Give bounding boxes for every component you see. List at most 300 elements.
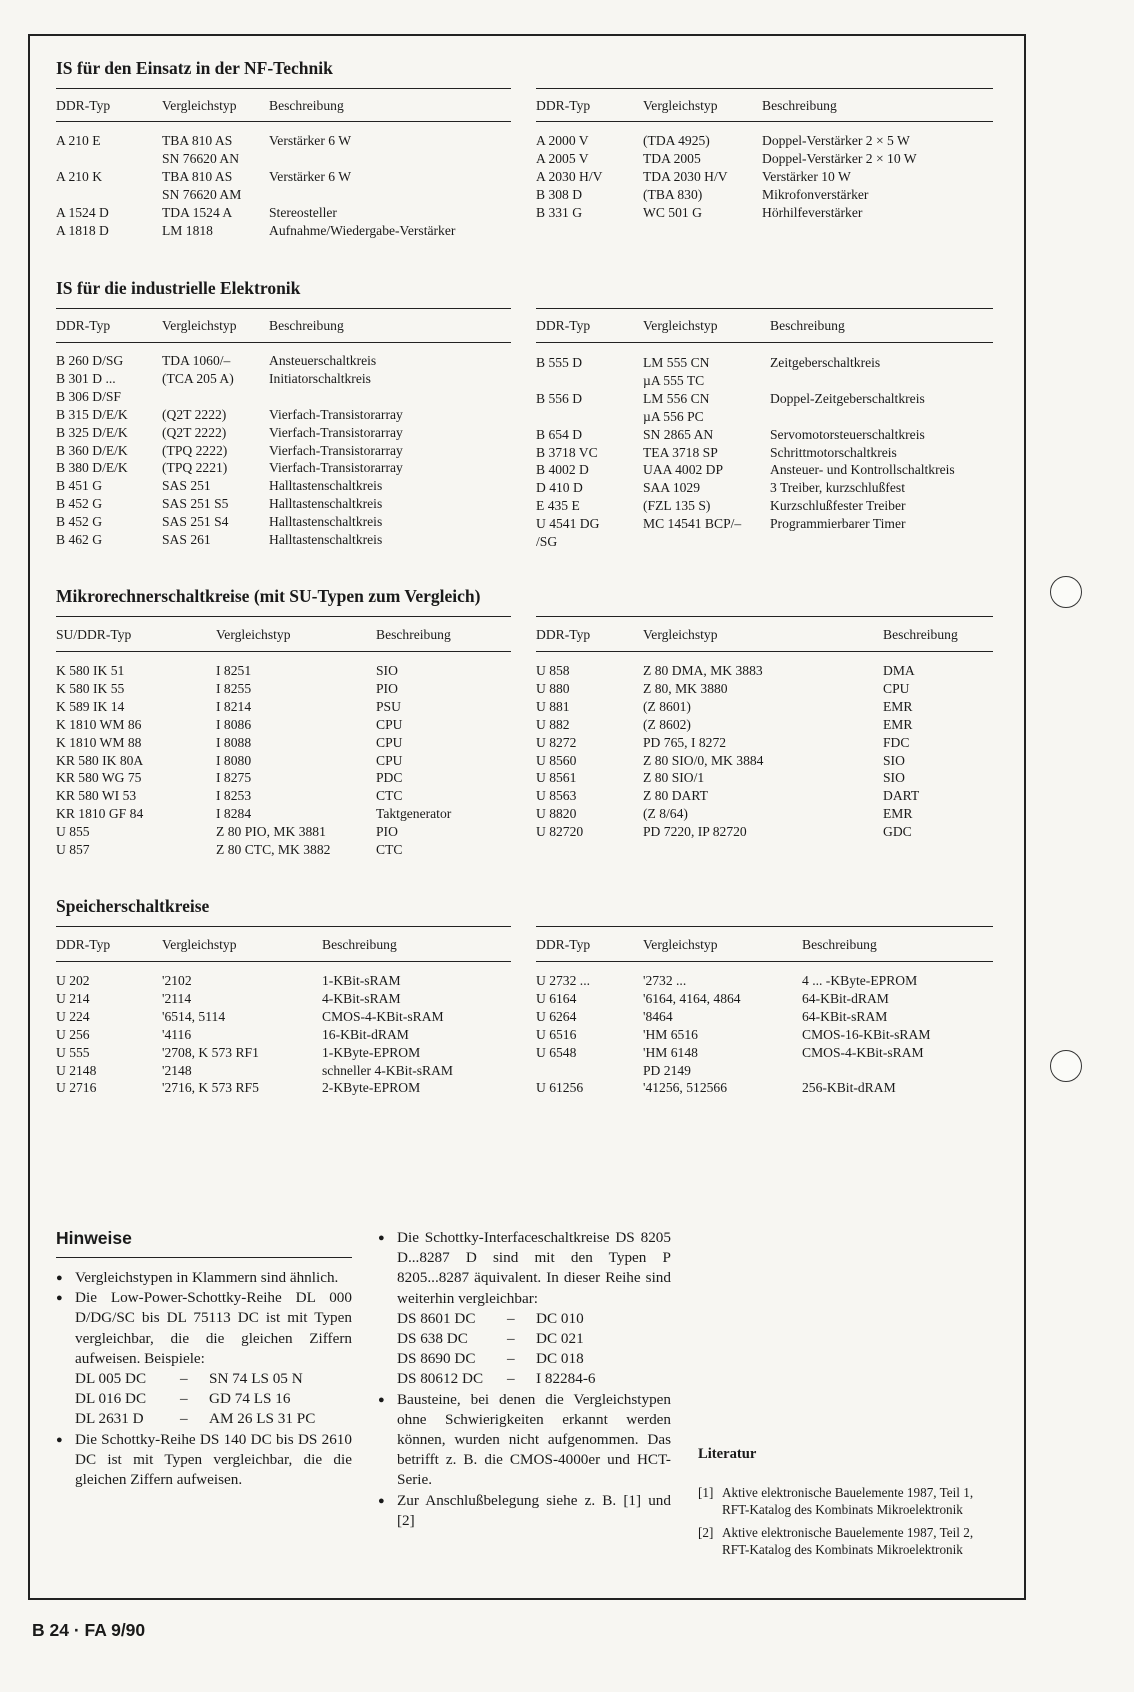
column-header: Vergleichstyp: [643, 627, 718, 642]
table-cell: LM 555 CN: [643, 355, 710, 370]
column-header: DDR-Typ: [536, 98, 591, 113]
table-cell: [162, 388, 269, 406]
literatur-item: [2] Aktive elektronische Bauelemente 1987, Teil 2, RFT-Katalog des Kombinats Mikroelektronik: [698, 1525, 974, 1557]
table-row: [56, 370, 511, 388]
table-cell: Z 80 SIO/0, MK 3884: [643, 752, 764, 768]
table-cell: [770, 533, 993, 551]
table-row: [536, 1062, 993, 1080]
table-cell: U 8820: [536, 806, 577, 822]
table-cell: TEA 3718 SP: [643, 444, 718, 460]
table-row: [536, 479, 993, 497]
table-cell: I 8086: [216, 716, 252, 732]
section-rule: [56, 88, 511, 89]
table-cell: TDA 1060/–: [162, 353, 231, 368]
table-row: [56, 442, 511, 460]
table-body: [56, 132, 511, 239]
table-cell: B 452 G: [56, 496, 103, 512]
binder-hole: [1050, 1050, 1082, 1082]
table-cell: /SG: [536, 534, 558, 550]
table-cell: K 1810 WM 86: [56, 716, 142, 732]
table-cell: (Q2T 2222): [162, 406, 227, 422]
table-cell: K 589 IK 14: [56, 698, 125, 714]
table-row: [536, 1008, 993, 1026]
table-header: [56, 626, 511, 644]
table-cell: U 555: [56, 1044, 90, 1060]
table-row: [56, 805, 511, 823]
table-row: [56, 841, 511, 859]
table-cell: K 580 IK 51: [56, 663, 125, 678]
table-cell: CMOS-4-KBit-sRAM: [322, 1008, 444, 1024]
table-header: [56, 317, 511, 335]
table-cell: KR 1810 GF 84: [56, 806, 144, 822]
table-cell: B 306 D/SF: [56, 388, 121, 404]
table-row: [536, 787, 993, 805]
table-cell: Vierfach-Transistorarray: [269, 442, 403, 458]
column-header: DDR-Typ: [536, 627, 591, 642]
table-cell: U 82720: [536, 824, 584, 840]
table-cell: FDC: [883, 734, 910, 750]
table-cell: Initiatorschaltkreis: [269, 370, 371, 386]
table-cell: U 2732 ...: [536, 973, 590, 988]
table-row: [536, 461, 993, 479]
example-row: DS 8601 DC – DC 010: [397, 1309, 584, 1327]
literatur-item: [1] Aktive elektronische Bauelemente 1987, Teil 1, RFT-Katalog des Kombinats Mikroelektronik: [698, 1485, 974, 1517]
table-cell: [269, 388, 511, 406]
table-cell: (Q2T 2222): [162, 424, 227, 440]
table-cell: [536, 408, 643, 426]
table-cell: U 214: [56, 990, 90, 1006]
header-rule: [56, 651, 511, 652]
table-cell: U 8561: [536, 770, 577, 786]
table-cell: '2708, K 573 RF1: [162, 1044, 259, 1060]
table-cell: Doppel-Verstärker 2 × 5 W: [762, 133, 910, 148]
table-cell: 16-KBit-dRAM: [322, 1026, 409, 1042]
table-cell: Zeitgeberschaltkreis: [770, 355, 881, 370]
table-cell: CPU: [376, 752, 403, 768]
table-row: [536, 769, 993, 787]
table-cell: A 1818 D: [56, 222, 109, 238]
table-body: [536, 972, 993, 1097]
table-cell: B 315 D/E/K: [56, 406, 128, 422]
table-cell: Servomotorsteuerschaltkreis: [770, 426, 925, 442]
table-row: [56, 495, 511, 513]
table-cell: '41256, 512566: [643, 1080, 728, 1096]
table-cell: Halltastenschaltkreis: [269, 532, 383, 548]
column-header: Beschreibung: [770, 318, 845, 333]
table-cell: 1-KBit-sRAM: [322, 973, 401, 988]
table-cell: [56, 150, 162, 168]
table-cell: TDA 2005: [643, 150, 701, 166]
table-cell: (TPQ 2222): [162, 442, 228, 458]
table-cell: '6514, 5114: [162, 1008, 226, 1024]
binder-hole: [1050, 576, 1082, 608]
table-cell: A 2005 V: [536, 150, 589, 166]
table-cell: CTC: [376, 842, 403, 858]
table-cell: EMR: [883, 698, 913, 714]
table-cell: A 2030 H/V: [536, 168, 603, 184]
table-cell: Vierfach-Transistorarray: [269, 460, 403, 476]
table-cell: B 3718 VC: [536, 444, 598, 460]
table-cell: PDC: [376, 770, 403, 786]
table-row: [56, 990, 511, 1008]
table-cell: UAA 4002 DP: [643, 462, 724, 478]
table-cell: KR 580 WI 53: [56, 788, 137, 804]
table-row: [56, 204, 511, 222]
table-cell: TDA 1524 A: [162, 204, 233, 220]
column-header: DDR-Typ: [56, 937, 111, 952]
table-cell: U 8560: [536, 752, 577, 768]
section-rule: [536, 88, 993, 89]
hinweise-column-2: [378, 1228, 671, 1531]
table-cell: U 857: [56, 842, 90, 858]
column-header: Vergleichstyp: [162, 937, 237, 952]
table-cell: U 2716: [56, 1080, 97, 1096]
table-cell: A 210 E: [56, 133, 101, 148]
table-cell: U 6164: [536, 990, 577, 1006]
table-cell: Z 80 PIO, MK 3881: [216, 824, 326, 840]
table-row: [56, 477, 511, 495]
table-body: [56, 972, 511, 1097]
column-header: SU/DDR-Typ: [56, 627, 132, 642]
column-header: Vergleichstyp: [643, 937, 718, 952]
table-cell: U 202: [56, 973, 90, 988]
hinweise-rule: [56, 1257, 352, 1258]
table-cell: Ansteuerschaltkreis: [269, 353, 377, 368]
example-row: DL 005 DC – SN 74 LS 05 N: [75, 1370, 303, 1388]
table-row: [536, 823, 993, 841]
table-header: [536, 626, 993, 644]
header-rule: [536, 961, 993, 962]
column-header: Beschreibung: [883, 627, 958, 642]
column-header: Vergleichstyp: [162, 98, 237, 113]
table-cell: '2114: [162, 990, 192, 1006]
header-rule: [56, 961, 511, 962]
table-cell: KR 580 IK 80A: [56, 752, 144, 768]
table-row: [536, 426, 993, 444]
table-cell: CPU: [883, 680, 910, 696]
table-row: [536, 186, 993, 204]
table-cell: U 224: [56, 1008, 90, 1024]
table-cell: E 435 E: [536, 498, 580, 514]
table-row: [536, 805, 993, 823]
example-row: DS 8690 DC – DC 018: [397, 1350, 584, 1368]
table-row: [536, 716, 993, 734]
table-cell: 2-KByte-EPROM: [322, 1080, 421, 1096]
table-cell: GDC: [883, 824, 912, 840]
table-cell: (Z 8602): [643, 716, 691, 732]
table-cell: (TDA 4925): [643, 133, 710, 148]
table-cell: SN 2865 AN: [643, 426, 714, 442]
table-row: [536, 1079, 993, 1097]
table-cell: B 451 G: [56, 478, 103, 494]
table-cell: Z 80 CTC, MK 3882: [216, 842, 331, 858]
header-rule: [56, 342, 511, 343]
table-cell: I 8284: [216, 806, 252, 822]
table-row: [536, 1026, 993, 1044]
table-row: [536, 372, 993, 390]
table-cell: B 654 D: [536, 426, 583, 442]
table-cell: K 1810 WM 88: [56, 734, 142, 750]
table-row: [536, 680, 993, 698]
column-header: Vergleichstyp: [216, 627, 291, 642]
table-row: [56, 1079, 511, 1097]
table-cell: TBA 810 AS: [162, 168, 233, 184]
table-cell: CPU: [376, 716, 403, 732]
table-cell: U 882: [536, 716, 570, 732]
table-cell: U 880: [536, 680, 570, 696]
table-cell: A 1524 D: [56, 204, 109, 220]
table-cell: Programmierbarer Timer: [770, 516, 906, 532]
column-header: DDR-Typ: [56, 318, 111, 333]
column-header: Beschreibung: [269, 98, 344, 113]
table-cell: PSU: [376, 698, 401, 714]
table-cell: Vierfach-Transistorarray: [269, 406, 403, 422]
hinweis-bullet: ● Die Low-Power-Schottky-Reihe DL 000 D/DG/SC bis DL 75113 DC ist mit Typen vergleichbar, die die gleichen Ziffern aufweisen. Beispiele:: [56, 1288, 352, 1369]
table-row: [536, 132, 993, 150]
section-rule: [536, 616, 993, 617]
section-title: IS für die industrielle Elektronik: [56, 278, 301, 298]
table-cell: SAS 251 S4: [162, 514, 229, 530]
header-row: [56, 936, 511, 954]
table-cell: [770, 408, 993, 426]
table-row: [536, 698, 993, 716]
header-row: [536, 626, 993, 644]
table-cell: U 8272: [536, 734, 577, 750]
section-rule: [56, 308, 511, 309]
section-rule: [536, 926, 993, 927]
section-rule: [56, 926, 511, 927]
column-header: Beschreibung: [269, 318, 344, 333]
table-cell: SN 76620 AM: [162, 186, 242, 202]
table-row: [56, 769, 511, 787]
table-row: [56, 662, 511, 680]
table-row: [536, 734, 993, 752]
table-body: [536, 662, 993, 841]
table-row: [56, 1062, 511, 1080]
table-cell: 'HM 6148: [643, 1044, 698, 1060]
hinweis-bullet: ● Vergleichstypen in Klammern sind ähnlich.: [56, 1268, 352, 1288]
table-cell: U 2148: [56, 1062, 97, 1078]
table-body: [536, 354, 993, 551]
table-cell: µA 555 TC: [643, 372, 705, 388]
table-row: [56, 424, 511, 442]
table-row: [56, 388, 511, 406]
table-cell: MC 14541 BCP/–: [643, 516, 742, 532]
table-cell: Z 80 DART: [643, 788, 708, 804]
table-cell: I 8255: [216, 680, 252, 696]
page-footer: B 24 · FA 9/90: [32, 1620, 146, 1640]
table-row: [56, 823, 511, 841]
table-cell: SIO: [376, 663, 398, 678]
hinweis-bullet: ● Bausteine, bei denen die Vergleichstypen ohne Schwierigkeiten erkannt werden können, wurden nicht aufgenommen. Das betrifft z. B. die CMOS-4000er und HCT-Serie.: [378, 1390, 671, 1491]
table-cell: Verstärker 6 W: [269, 133, 352, 148]
table-cell: Vierfach-Transistorarray: [269, 424, 403, 440]
table-row: [56, 680, 511, 698]
table-cell: [536, 1062, 643, 1080]
example-row: DS 638 DC – DC 021: [397, 1330, 584, 1348]
table-row: [536, 168, 993, 186]
table-cell: (TBA 830): [643, 186, 703, 202]
table-cell: DMA: [883, 663, 915, 678]
column-header: Beschreibung: [762, 98, 837, 113]
table-cell: SAS 251: [162, 478, 211, 494]
header-rule: [536, 121, 993, 122]
column-header: DDR-Typ: [536, 937, 591, 952]
table-cell: Taktgenerator: [376, 806, 452, 822]
table-cell: Halltastenschaltkreis: [269, 478, 383, 494]
table-cell: CMOS-16-KBit-sRAM: [802, 1026, 931, 1042]
table-cell: 256-KBit-dRAM: [802, 1080, 896, 1096]
table-row: [56, 698, 511, 716]
example-row: DL 016 DC – GD 74 LS 16: [75, 1390, 291, 1408]
header-row: [536, 317, 993, 335]
table-cell: Kurzschlußfester Treiber: [770, 498, 906, 514]
table-cell: U 858: [536, 663, 570, 678]
table-row: [536, 354, 993, 372]
column-header: DDR-Typ: [56, 98, 111, 113]
table-cell: A 210 K: [56, 168, 103, 184]
table-row: [56, 459, 511, 477]
table-cell: PD 7220, IP 82720: [643, 824, 747, 840]
table-cell: Verstärker 10 W: [762, 168, 851, 184]
header-row: [56, 317, 511, 335]
table-cell: U 4541 DG: [536, 516, 600, 532]
table-cell: CTC: [376, 788, 403, 804]
table-row: [56, 1008, 511, 1026]
table-row: [536, 662, 993, 680]
table-row: [56, 716, 511, 734]
table-cell: PD 765, I 8272: [643, 734, 727, 750]
table-row: [56, 1026, 511, 1044]
table-row: [56, 513, 511, 531]
table-cell: U 855: [56, 824, 90, 840]
table-row: [56, 352, 511, 370]
hinweis-bullet: ● Die Schottky-Reihe DS 140 DC bis DS 2610 DC ist mit Typen vergleichbar, die die gleichen Ziffern aufweisen.: [56, 1430, 352, 1491]
table-cell: U 256: [56, 1026, 90, 1042]
hinweis-bullet: ● Die Schottky-Interfaceschaltkreise DS 8205 D...8287 D sind mit den Typen P 8205...8287 äquivalent. In dieser Reihe sind weiterhin vergleichbar:: [378, 1228, 671, 1309]
table-cell: PD 2149: [643, 1062, 691, 1078]
table-cell: WC 501 G: [643, 204, 702, 220]
table-header: [536, 317, 993, 335]
table-cell: 4-KBit-sRAM: [322, 990, 401, 1006]
table-cell: (Z 8/64): [643, 806, 688, 822]
table-row: [536, 497, 993, 515]
table-cell: Verstärker 6 W: [269, 168, 352, 184]
header-row: [536, 936, 993, 954]
table-row: [536, 204, 993, 222]
table-cell: U 6264: [536, 1008, 577, 1024]
column-header: Beschreibung: [322, 937, 397, 952]
table-row: [56, 972, 511, 990]
table-cell: U 8563: [536, 788, 577, 804]
table-cell: I 8251: [216, 663, 252, 678]
table-cell: U 6548: [536, 1044, 577, 1060]
table-row: [56, 531, 511, 549]
table-cell: LM 1818: [162, 222, 213, 238]
table-cell: (TCA 205 A): [162, 370, 234, 386]
table-row: [536, 972, 993, 990]
table-cell: K 580 IK 55: [56, 680, 125, 696]
example-row: DS 80612 DC – I 82284-6: [397, 1370, 596, 1388]
table-cell: KR 580 WG 75: [56, 770, 142, 786]
table-cell: 64-KBit-dRAM: [802, 990, 889, 1006]
table-cell: B 556 D: [536, 390, 583, 406]
column-header: Beschreibung: [802, 937, 877, 952]
table-cell: D 410 D: [536, 480, 583, 496]
table-body: [56, 352, 511, 549]
table-cell: SN 76620 AN: [162, 150, 240, 166]
table-cell: SIO: [883, 770, 905, 786]
table-cell: [643, 533, 770, 551]
table-row: [56, 132, 511, 150]
table-body: [56, 662, 511, 859]
table-cell: SIO: [883, 752, 905, 768]
table-cell: Z 80, MK 3880: [643, 680, 728, 696]
column-header: Beschreibung: [376, 627, 451, 642]
table-header: [56, 936, 511, 954]
table-header: [536, 97, 993, 115]
table-cell: SAA 1029: [643, 480, 701, 496]
table-cell: 'HM 6516: [643, 1026, 698, 1042]
table-cell: EMR: [883, 716, 913, 732]
section-rule: [536, 308, 993, 309]
table-row: [56, 1044, 511, 1062]
table-cell: 1-KByte-EPROM: [322, 1044, 421, 1060]
section-rule: [56, 616, 511, 617]
table-row: [56, 787, 511, 805]
table-cell: 3 Treiber, kurzschlußfest: [770, 480, 905, 496]
table-cell: I 8214: [216, 698, 252, 714]
header-rule: [56, 121, 511, 122]
column-header: Vergleichstyp: [643, 318, 718, 333]
table-row: [536, 444, 993, 462]
table-cell: Ansteuer- und Kontrollschaltkreis: [770, 462, 955, 478]
table-cell: I 8080: [216, 752, 252, 768]
table-cell: B 325 D/E/K: [56, 424, 128, 440]
table-cell: (FZL 135 S): [643, 498, 711, 514]
table-cell: I 8088: [216, 734, 252, 750]
hinweise-column-1: [56, 1268, 352, 1490]
table-cell: SAS 251 S5: [162, 496, 229, 512]
table-cell: '2716, K 573 RF5: [162, 1080, 259, 1096]
table-cell: B 462 G: [56, 532, 103, 548]
table-cell: B 4002 D: [536, 462, 589, 478]
table-cell: Hörhilfeverstärker: [762, 204, 863, 220]
header-rule: [536, 651, 993, 652]
table-row: [56, 168, 511, 186]
table-cell: U 6516: [536, 1026, 577, 1042]
table-cell: [269, 186, 511, 204]
table-cell: (TPQ 2221): [162, 460, 228, 476]
table-cell: Z 80 SIO/1: [643, 770, 705, 786]
example-row: DL 2631 D – AM 26 LS 31 PC: [75, 1410, 316, 1428]
table-cell: (Z 8601): [643, 698, 691, 714]
table-cell: B 452 G: [56, 514, 103, 530]
table-row: [56, 752, 511, 770]
table-cell: Mikrofonverstärker: [762, 186, 869, 202]
table-cell: [269, 150, 511, 168]
column-header: DDR-Typ: [536, 318, 591, 333]
column-header: Vergleichstyp: [643, 98, 718, 113]
table-row: [56, 406, 511, 424]
header-row: [56, 626, 511, 644]
hinweise-title: Hinweise: [56, 1228, 132, 1248]
table-cell: B 260 D/SG: [56, 353, 124, 368]
table-cell: B 360 D/E/K: [56, 442, 128, 458]
table-cell: [802, 1062, 993, 1080]
table-cell: B 555 D: [536, 355, 583, 370]
table-cell: Stereosteller: [269, 204, 337, 220]
